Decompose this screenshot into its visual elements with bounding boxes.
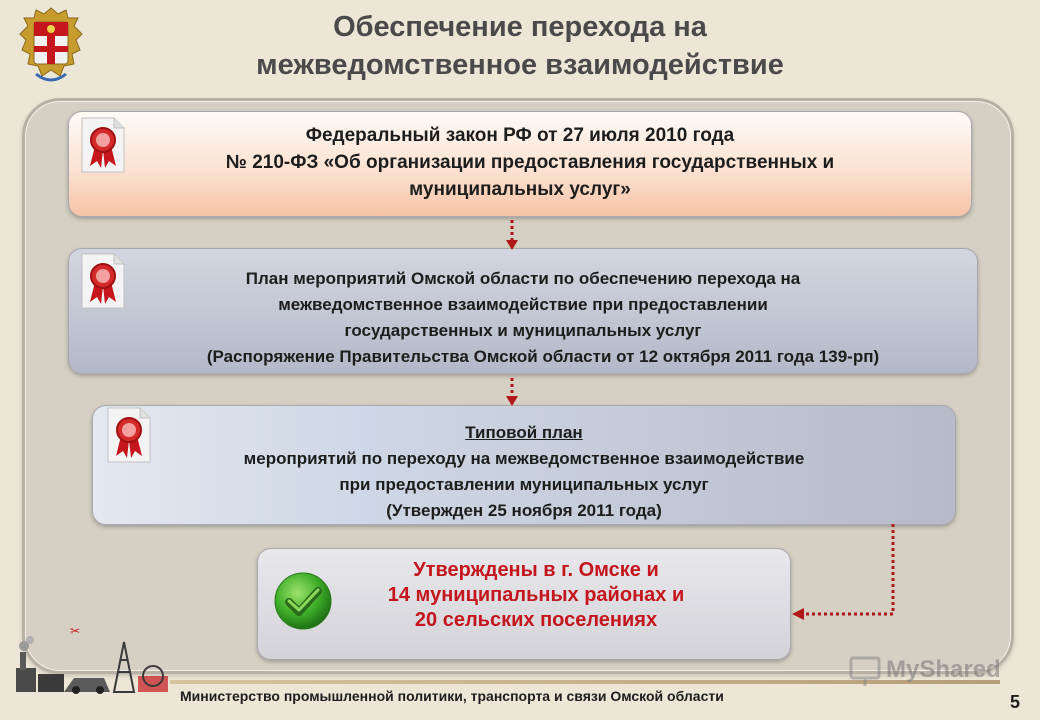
- footer-ministry: Министерство промышленной политики, транспорта и связи Омской области: [180, 688, 724, 704]
- federal-law-line3: муниципальных услуг»: [409, 179, 631, 200]
- green-check-icon: [272, 570, 334, 632]
- award-ribbon-icon: [80, 252, 126, 310]
- approved-box: [257, 548, 791, 660]
- regional-plan-line4: (Распоряжение Правительства Омской области от 12 октября 2011 года 139-рп): [206, 347, 880, 366]
- connector-arrow-2: [500, 376, 524, 408]
- typical-plan-line2: при предоставлении муниципальных услуг: [339, 475, 709, 494]
- slide-title-line2: межведомственное взаимодействие: [256, 49, 784, 81]
- award-ribbon-icon: [80, 116, 126, 174]
- federal-law-line1: Федеральный закон РФ от 27 июля 2010 года: [305, 125, 735, 146]
- typical-plan-line3: (Утвержден 25 ноября 2011 года): [386, 501, 662, 520]
- approved-line1: Утверждены в г. Омске и: [413, 559, 659, 581]
- presentation-icon: [848, 654, 882, 688]
- regional-plan-box: [68, 248, 978, 374]
- scissors-icon: ✂: [70, 624, 81, 638]
- federal-law-box: [68, 111, 972, 217]
- award-ribbon-icon: [106, 406, 152, 464]
- connector-arrow-1: [500, 218, 524, 252]
- slide-title: [190, 8, 850, 84]
- regional-plan-line3: государственных и муниципальных услуг: [344, 321, 702, 340]
- slide-title-line1: Обеспечение перехода на: [333, 11, 707, 43]
- watermark-text: MyShared: [886, 656, 1001, 683]
- typical-plan-box: [92, 405, 956, 525]
- typical-plan-heading: Типовой план: [465, 423, 583, 442]
- page-number: 5: [1009, 692, 1020, 712]
- approved-line2: 14 муниципальных районах и: [387, 584, 685, 606]
- regional-plan-line2: межведомственное взаимодействие при предоставлении: [278, 295, 768, 314]
- watermark: [848, 654, 1008, 688]
- federal-law-line2: № 210-ФЗ «Об организации предоставления государственных и: [225, 152, 835, 173]
- coat-of-arms-icon: [16, 4, 86, 88]
- regional-plan-line1: План мероприятий Омской области по обеспечению перехода на: [245, 269, 801, 288]
- connector-arrow-3: [788, 522, 900, 622]
- approved-line3: 20 сельских поселениях: [414, 609, 658, 631]
- typical-plan-line1: мероприятий по переходу на межведомственное взаимодействие: [243, 449, 805, 468]
- industry-illustration-icon: [14, 632, 174, 694]
